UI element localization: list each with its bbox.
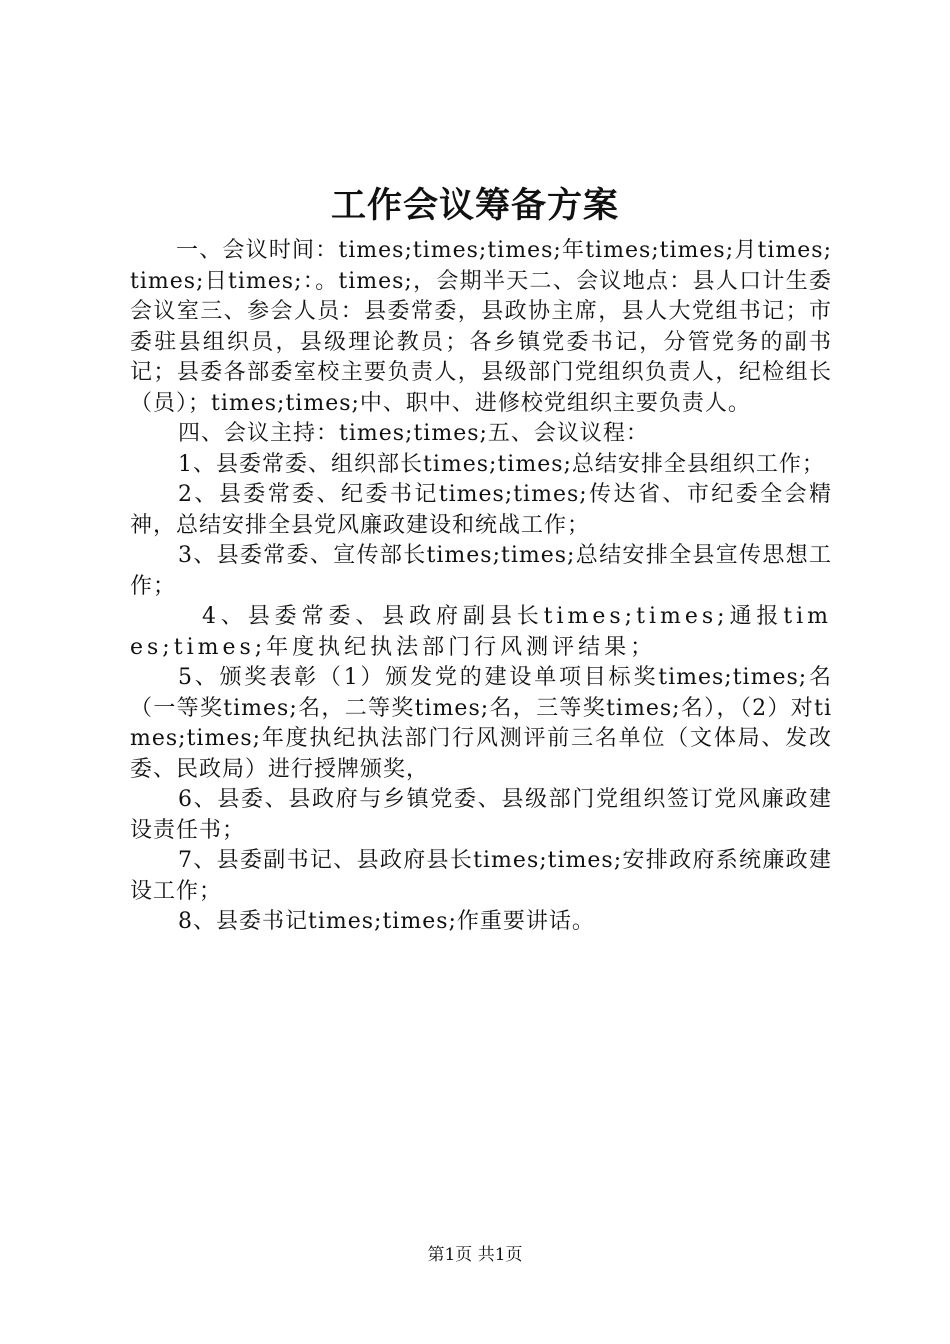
agenda-item-6: 6、县委、县政府与乡镇党委、县级部门党组织签订党风廉政建设责任书； — [130, 787, 832, 843]
document-body — [130, 236, 832, 938]
agenda-item-2: 2、县委常委、纪委书记times;times;传达省、市纪委全会精神，总结安排全县党风廉政建设和统战工作； — [130, 482, 832, 538]
agenda-item-1: 1、县委常委、组织部长times;times;总结安排全县组织工作； — [178, 451, 825, 477]
agenda-item-5: 5、颁奖表彰（1）颁发党的建设单项目标奖times;times;名（一等奖times;名，二等奖times;名，三等奖times;名），（2）对times;times;年度执纪执法部门行风测评前三名单位（文体局、发改委、民政局）进行授牌颁奖， — [130, 665, 832, 782]
agenda-item-8: 8、县委书记times;times;作重要讲话。 — [178, 909, 595, 934]
document-title: 工作会议筹备方案 — [330, 185, 619, 226]
page-number-footer: 第1页 共1页 — [427, 1245, 523, 1265]
agenda-item-7: 7、县委副书记、县政府县长times;times;安排政府系统廉政建设工作； — [130, 848, 832, 904]
paragraph-host-and-agenda: 四、会议主持：times;times;五、会议议程： — [178, 421, 649, 446]
paragraph-meeting-info: 一、会议时间：times;times;times;年times;times;月times;times;日times;：。times;，会期半天二、会议地点：县人口计生委会议室三、参会人员：县委常委，县政协主席，县人大党组书记；市委驻县组织员，县级理论教员；各乡镇党委书记，分管党务的副书记；县委各部委室校主要负责人，县级部门党组织负责人，纪检组长（员）；times;times;中、职中、进修校党组织主要负责人。 — [130, 238, 832, 416]
agenda-item-4: 4、县委常委、县政府副县长times;times;通报times;times;年度执纪执法部门行风测评结果； — [130, 604, 832, 660]
agenda-item-3: 3、县委常委、宣传部长times;times;总结安排全县宣传思想工作； — [130, 543, 832, 599]
